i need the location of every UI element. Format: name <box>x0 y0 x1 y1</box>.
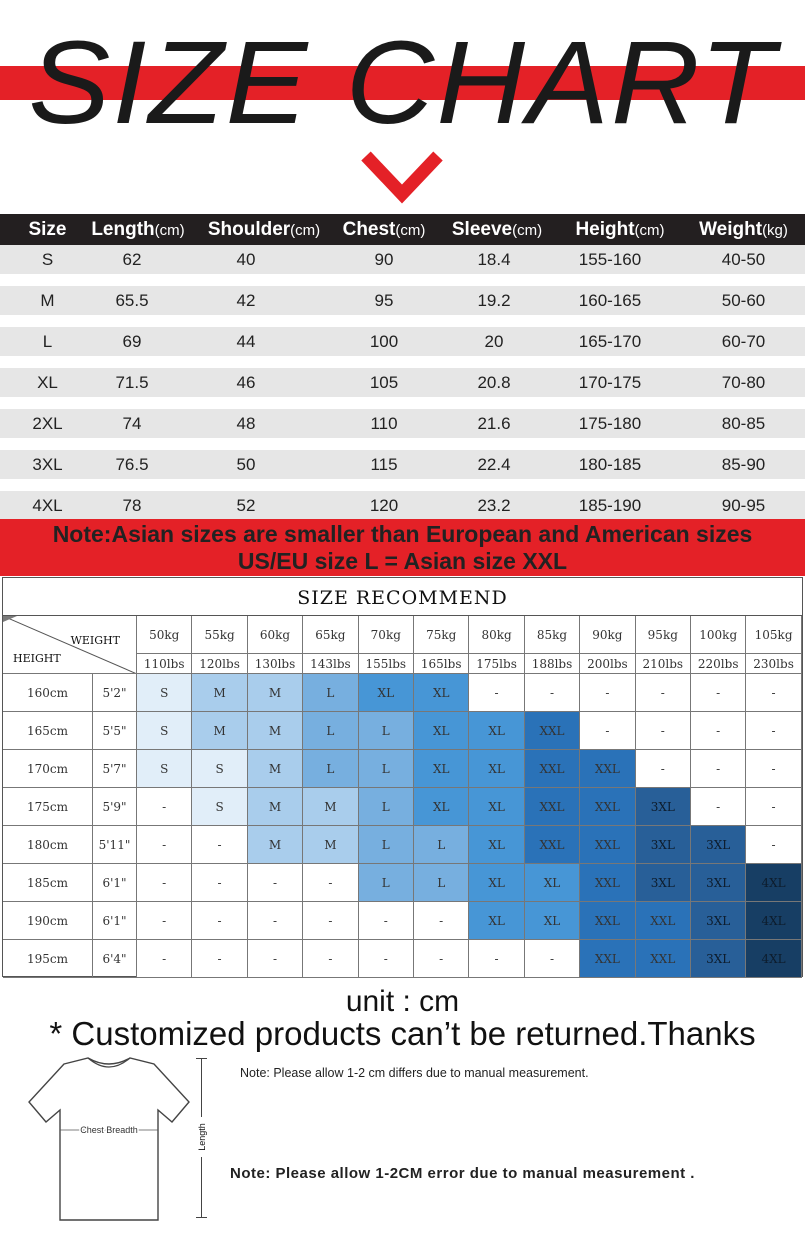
size-recommend-title: SIZE RECOMMEND <box>3 578 802 616</box>
height-ft-cell: 5'2" <box>93 674 137 712</box>
recommend-size-cell: - <box>580 712 635 750</box>
size-table-cell: 175-180 <box>578 414 642 433</box>
unit-label: unit : cm <box>345 985 460 1018</box>
column-unit: (cm) <box>634 222 665 239</box>
measurement-note-2: Note: Please allow 1-2CM error due to manual measurement . <box>230 1165 695 1182</box>
recommend-size-cell: 4XL <box>746 940 801 978</box>
size-table-cell: 22.4 <box>477 455 511 474</box>
weight-kg-header: 75kg <box>414 616 469 654</box>
recommend-size-cell: XL <box>469 750 524 788</box>
recommend-size-cell: 3XL <box>691 940 746 978</box>
size-table-cell: 70-80 <box>721 373 766 392</box>
weight-kg-header: 55kg <box>192 616 247 654</box>
size-table-cell: 50 <box>236 455 256 474</box>
recommend-size-cell: XXL <box>580 864 635 902</box>
recommend-size-cell: M <box>192 712 247 750</box>
recommend-size-cell: XL <box>414 712 469 750</box>
recommend-size-cell: XL <box>469 712 524 750</box>
size-table-cell: 62 <box>122 250 142 269</box>
weight-kg-header: 70kg <box>359 616 414 654</box>
size-table-cell: 21.6 <box>477 414 511 433</box>
recommend-size-cell: - <box>469 940 524 978</box>
recommend-size-cell: 3XL <box>636 826 691 864</box>
recommend-size-cell: XL <box>469 826 524 864</box>
weight-kg-header: 85kg <box>525 616 580 654</box>
recommend-size-cell: L <box>303 750 358 788</box>
height-cm-cell: 165cm <box>3 712 93 750</box>
height-cm-cell: 160cm <box>3 674 93 712</box>
recommend-size-cell: - <box>192 826 247 864</box>
recommend-size-cell: - <box>746 712 801 750</box>
height-cm-cell: 185cm <box>3 864 93 902</box>
recommend-size-cell: XXL <box>525 826 580 864</box>
size-table-cell: 74 <box>122 414 142 433</box>
recommend-size-cell: L <box>359 750 414 788</box>
weight-lbs-header: 200lbs <box>580 654 635 674</box>
recommend-size-cell: - <box>414 902 469 940</box>
recommend-size-cell: L <box>359 826 414 864</box>
height-cm-cell: 175cm <box>3 788 93 826</box>
size-table-cell: 180-185 <box>578 455 642 474</box>
sizing-note-band <box>0 519 805 576</box>
recommend-size-cell: M <box>248 712 303 750</box>
weight-kg-header: 95kg <box>636 616 691 654</box>
return-policy-note: * Customized products can’t be returned.Thanks <box>49 1015 756 1052</box>
column-unit: (cm) <box>154 222 185 239</box>
recommend-size-cell: - <box>359 940 414 978</box>
corner-weight-label: WEIGHT <box>70 634 120 647</box>
column-label: Length <box>91 219 155 240</box>
size-table-cell: 42 <box>236 291 256 310</box>
weight-lbs-header: 188lbs <box>525 654 580 674</box>
recommend-size-cell: XXL <box>525 712 580 750</box>
recommend-size-cell: XL <box>469 902 524 940</box>
recommend-size-cell: - <box>137 788 192 826</box>
size-table-row <box>0 491 805 520</box>
size-table-cell: 40 <box>236 250 256 269</box>
size-table-row <box>0 450 805 479</box>
recommend-size-cell: - <box>746 750 801 788</box>
recommend-size-cell: - <box>746 788 801 826</box>
recommend-size-cell: M <box>248 826 303 864</box>
recommend-size-cell: - <box>469 674 524 712</box>
column-label: Weight <box>699 219 763 240</box>
height-cm-cell: 170cm <box>3 750 93 788</box>
weight-lbs-header: 130lbs <box>248 654 303 674</box>
length-label: Length <box>197 1117 207 1157</box>
height-ft-cell: 6'4" <box>93 940 137 978</box>
column-unit: (kg) <box>762 222 788 239</box>
size-table-cell: 90 <box>374 250 394 269</box>
column-label: Sleeve <box>451 219 513 240</box>
size-table-cell: 60-70 <box>721 332 766 351</box>
recommend-size-cell: L <box>414 826 469 864</box>
recommend-size-cell: L <box>303 712 358 750</box>
size-table-cell: 18.4 <box>477 250 511 269</box>
recommend-size-cell: - <box>691 712 746 750</box>
height-cm-cell: 195cm <box>3 940 93 978</box>
recommend-size-cell: XL <box>359 674 414 712</box>
column-unit: (cm) <box>290 222 321 239</box>
size-table-cell: 50-60 <box>721 291 766 310</box>
size-table-cell: 185-190 <box>578 496 642 515</box>
recommend-size-cell: M <box>248 750 303 788</box>
weight-lbs-header: 175lbs <box>469 654 524 674</box>
size-table-column-header <box>332 214 436 246</box>
recommend-size-cell: XXL <box>525 788 580 826</box>
recommend-size-cell: - <box>525 674 580 712</box>
height-cm-cell: 180cm <box>3 826 93 864</box>
size-table-cell: 23.2 <box>477 496 511 515</box>
column-label: Chest <box>342 219 396 240</box>
size-table-cell: 3XL <box>32 455 63 474</box>
recommend-size-cell: - <box>414 940 469 978</box>
recommend-size-cell: 3XL <box>691 902 746 940</box>
recommend-size-cell: M <box>248 674 303 712</box>
recommend-size-cell: 3XL <box>691 864 746 902</box>
size-table-cell: 65.5 <box>115 291 149 310</box>
recommend-size-cell: S <box>137 712 192 750</box>
size-table-column-header <box>682 214 805 246</box>
weight-lbs-header: 210lbs <box>636 654 691 674</box>
size-table-cell: 40-50 <box>721 250 766 269</box>
height-ft-cell: 5'5" <box>93 712 137 750</box>
size-table-cell: 78 <box>122 496 142 515</box>
recommend-size-cell: - <box>691 674 746 712</box>
weight-kg-header: 50kg <box>137 616 192 654</box>
tshirt-measurement-diagram <box>24 1052 194 1227</box>
weight-kg-header: 80kg <box>469 616 524 654</box>
size-table-cell: 19.2 <box>477 291 511 310</box>
chevron-down-icon <box>360 148 444 204</box>
recommend-size-cell: XXL <box>580 940 635 978</box>
size-table-column-header <box>196 214 332 246</box>
corner-height-label: HEIGHT <box>13 652 61 665</box>
size-table-column-header <box>436 214 558 246</box>
size-table-column-header <box>80 214 196 246</box>
size-table-cell: 46 <box>236 373 256 392</box>
recommend-size-cell: S <box>192 750 247 788</box>
size-table-cell: S <box>41 250 54 269</box>
recommend-size-cell: - <box>303 940 358 978</box>
recommend-size-cell: 3XL <box>691 826 746 864</box>
recommend-size-cell: XL <box>469 788 524 826</box>
column-label: Size <box>28 219 67 240</box>
height-ft-cell: 6'1" <box>93 902 137 940</box>
size-table-cell: 95 <box>374 291 394 310</box>
recommend-size-cell: - <box>248 902 303 940</box>
page-title: SIZE CHART <box>28 17 777 149</box>
recommend-size-cell: - <box>137 864 192 902</box>
sizing-note-line-1: Note:Asian sizes are smaller than European and American sizes <box>52 521 753 547</box>
recommend-size-cell: - <box>303 902 358 940</box>
weight-lbs-header: 110lbs <box>137 654 192 674</box>
size-table-cell: 100 <box>369 332 399 351</box>
height-ft-cell: 5'7" <box>93 750 137 788</box>
column-unit: (cm) <box>395 222 426 239</box>
size-table-cell: 105 <box>369 373 399 392</box>
recommend-size-cell: - <box>248 864 303 902</box>
size-table-cell: 90-95 <box>721 496 766 515</box>
recommend-size-cell: M <box>248 788 303 826</box>
recommend-size-cell: XXL <box>580 788 635 826</box>
size-table-cell: 71.5 <box>115 373 149 392</box>
size-table-cell: 160-165 <box>578 291 642 310</box>
size-table-cell: 48 <box>236 414 256 433</box>
size-table-cell: 80-85 <box>721 414 766 433</box>
weight-lbs-header: 120lbs <box>192 654 247 674</box>
size-table-cell: 115 <box>370 455 398 474</box>
weight-height-corner <box>3 616 137 674</box>
height-cm-cell: 190cm <box>3 902 93 940</box>
length-tick-top <box>196 1058 207 1059</box>
size-table-cell: 20 <box>484 332 504 351</box>
recommend-size-cell: - <box>636 750 691 788</box>
recommend-size-cell: L <box>414 864 469 902</box>
size-table-row <box>0 245 805 274</box>
sizing-note-line-2: US/EU size L = Asian size XXL <box>237 548 568 574</box>
recommend-size-cell: 3XL <box>636 864 691 902</box>
recommend-size-cell: XXL <box>636 902 691 940</box>
recommend-size-cell: M <box>303 788 358 826</box>
recommend-size-cell: S <box>137 750 192 788</box>
recommend-size-cell: XL <box>414 750 469 788</box>
size-table-row <box>0 286 805 315</box>
recommend-size-cell: - <box>359 902 414 940</box>
weight-lbs-header: 143lbs <box>303 654 358 674</box>
column-label: Shoulder <box>207 219 291 240</box>
size-table-cell: 165-170 <box>578 332 642 351</box>
recommend-size-cell: M <box>303 826 358 864</box>
recommend-size-cell: - <box>746 826 801 864</box>
height-ft-cell: 5'11" <box>93 826 137 864</box>
size-table-row <box>0 327 805 356</box>
recommend-size-cell: XL <box>525 864 580 902</box>
measurement-note-1: Note: Please allow 1-2 cm differs due to manual measurement. <box>240 1066 589 1080</box>
size-table-cell: 110 <box>370 414 398 433</box>
recommend-size-cell: XXL <box>636 940 691 978</box>
column-label: Height <box>575 219 635 240</box>
weight-kg-header: 90kg <box>580 616 635 654</box>
chest-breadth-label: Chest Breadth <box>80 1125 138 1135</box>
size-table-column-header <box>558 214 682 246</box>
recommend-size-cell: S <box>137 674 192 712</box>
size-table-cell: 120 <box>369 496 399 515</box>
recommend-size-cell: - <box>580 674 635 712</box>
length-tick-bottom <box>196 1217 207 1218</box>
size-table-row <box>0 409 805 438</box>
size-table-cell: M <box>40 291 55 310</box>
size-recommend-table <box>2 577 803 977</box>
recommend-size-cell: - <box>137 902 192 940</box>
recommend-size-cell: L <box>359 712 414 750</box>
size-table-row <box>0 368 805 397</box>
size-table-cell: 44 <box>236 332 256 351</box>
weight-lbs-header: 165lbs <box>414 654 469 674</box>
recommend-size-cell: L <box>359 788 414 826</box>
recommend-size-cell: 3XL <box>636 788 691 826</box>
recommend-size-cell: S <box>192 788 247 826</box>
recommend-size-cell: 4XL <box>746 864 801 902</box>
size-table-cell: 20.8 <box>477 373 511 392</box>
recommend-size-cell: - <box>636 674 691 712</box>
recommend-size-cell: - <box>192 864 247 902</box>
recommend-size-cell: - <box>192 940 247 978</box>
recommend-size-cell: - <box>636 712 691 750</box>
height-ft-cell: 6'1" <box>93 864 137 902</box>
size-table-cell: XL <box>37 373 58 392</box>
size-table-cell: 2XL <box>32 414 63 433</box>
height-ft-cell: 5'9" <box>93 788 137 826</box>
recommend-size-cell: XL <box>525 902 580 940</box>
recommend-size-cell: - <box>691 788 746 826</box>
recommend-size-cell: M <box>192 674 247 712</box>
weight-kg-header: 100kg <box>691 616 746 654</box>
recommend-size-cell: XXL <box>580 750 635 788</box>
weight-kg-header: 60kg <box>248 616 303 654</box>
weight-lbs-header: 220lbs <box>691 654 746 674</box>
size-table-cell: 69 <box>122 332 142 351</box>
column-unit: (cm) <box>512 222 543 239</box>
recommend-size-cell: - <box>137 826 192 864</box>
recommend-size-cell: XXL <box>525 750 580 788</box>
recommend-size-cell: L <box>303 674 358 712</box>
size-table-cell: 155-160 <box>578 250 642 269</box>
recommend-size-cell: - <box>303 864 358 902</box>
recommend-size-cell: XXL <box>580 902 635 940</box>
recommend-size-cell: - <box>137 940 192 978</box>
size-table-cell: 76.5 <box>115 455 149 474</box>
weight-kg-header: 105kg <box>746 616 801 654</box>
recommend-size-cell: L <box>359 864 414 902</box>
recommend-size-cell: XL <box>414 788 469 826</box>
size-table-cell: 52 <box>236 496 256 515</box>
weight-lbs-header: 155lbs <box>359 654 414 674</box>
length-measure <box>196 1058 208 1218</box>
size-table-cell: 170-175 <box>578 373 642 392</box>
weight-kg-header: 65kg <box>303 616 358 654</box>
recommend-size-cell: - <box>525 940 580 978</box>
recommend-size-cell: - <box>691 750 746 788</box>
size-table-cell: L <box>42 332 53 351</box>
size-table-cell: 4XL <box>32 496 63 515</box>
recommend-size-cell: XL <box>414 674 469 712</box>
recommend-size-cell: - <box>192 902 247 940</box>
recommend-size-cell: XXL <box>580 826 635 864</box>
weight-lbs-header: 230lbs <box>746 654 801 674</box>
size-table-header <box>0 214 805 246</box>
recommend-size-cell: XL <box>469 864 524 902</box>
recommend-size-cell: 4XL <box>746 902 801 940</box>
recommend-size-cell: - <box>746 674 801 712</box>
recommend-size-cell: - <box>248 940 303 978</box>
size-table-cell: 85-90 <box>721 455 766 474</box>
